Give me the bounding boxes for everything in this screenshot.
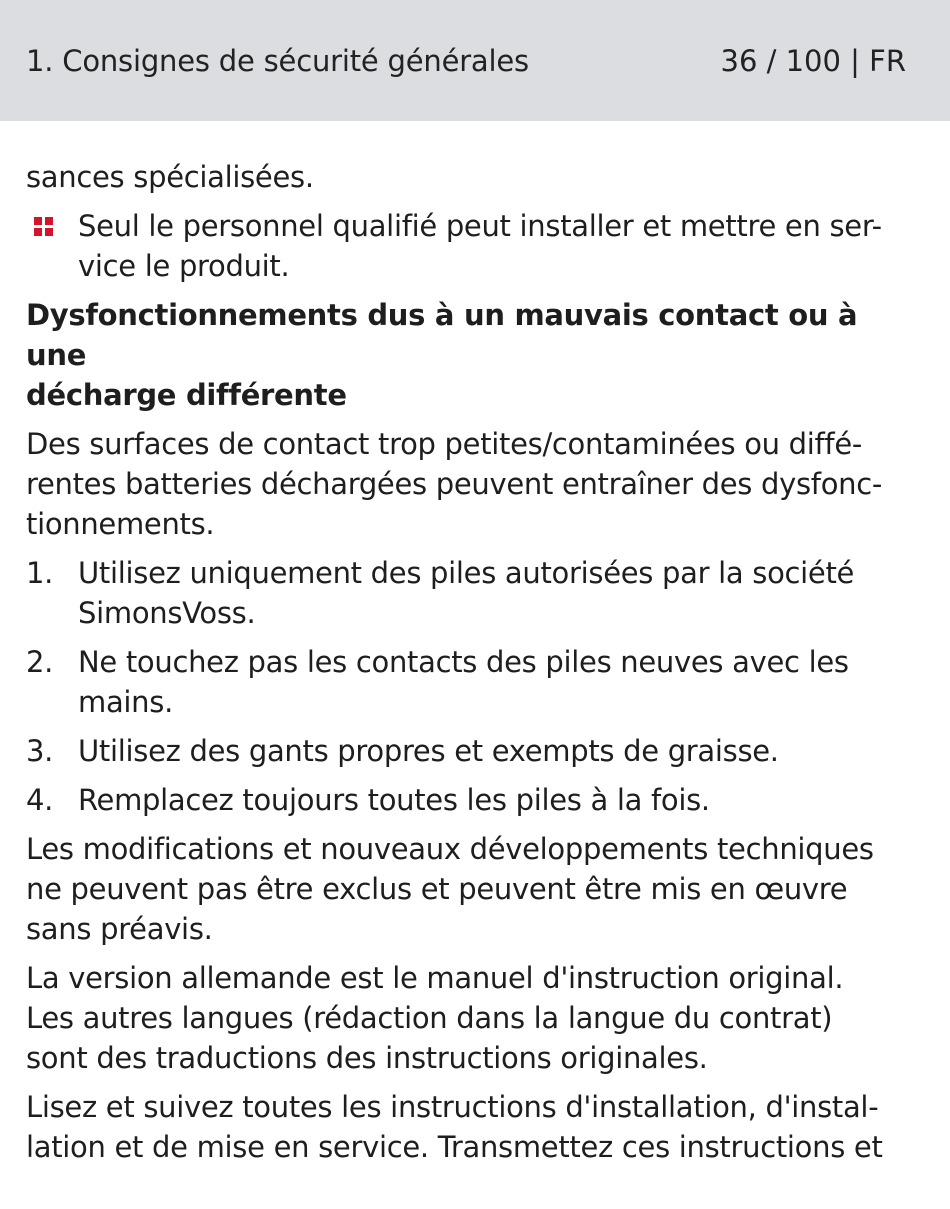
paragraph-line: lation et de mise en service. Transmettez ces instructions et [26,1130,883,1164]
section-title: 1. Consignes de sécurité générales [26,43,529,78]
document-body [0,157,950,1167]
list-text-line: Utilisez uniquement des piles autorisées par la société [78,556,855,590]
paragraph-line: tionnements. [26,507,215,541]
modifications-paragraph [26,829,924,949]
paragraph-line: sont des traductions des instructions originales. [26,1041,708,1075]
paragraph-line: rentes batteries déchargées peuvent entraîner des dysfonc- [26,467,883,501]
read-instructions-paragraph [26,1087,924,1167]
red-square-bullet-icon [26,206,78,246]
paragraph-line: ne peuvent pas être exclus et peuvent être mis en œuvre [26,872,848,906]
paragraph-line: Les autres langues (rédaction dans la langue du contrat) [26,1001,833,1035]
list-number: 2. [26,645,54,679]
heading-line: décharge différente [26,378,347,412]
list-item [26,642,924,722]
list-text-line: Ne touchez pas les contacts des piles neuves avec les [78,645,849,679]
page-number: 36 / 100 | FR [720,43,906,78]
page-header [0,0,950,121]
heading-line: Dysfonctionnements dus à un mauvais contact ou à une [26,298,858,372]
paragraph-line: La version allemande est le manuel d'instruction original. [26,961,844,995]
paragraph-line: Des surfaces de contact trop petites/contaminées ou diffé- [26,427,863,461]
list-item [26,553,924,633]
bullet-text-line: vice le produit. [78,249,290,283]
list-text-line: Remplacez toujours toutes les piles à la fois. [78,783,710,817]
list-text-line: SimonsVoss. [78,596,256,630]
list-number: 4. [26,783,54,817]
paragraph-line: Les modifications et nouveaux développements techniques [26,832,874,866]
list-item [26,780,924,820]
bullet-text-line: Seul le personnel qualifié peut installer et mettre en ser- [78,209,882,243]
paragraph-line: sans préavis. [26,912,213,946]
intro-paragraph [26,424,924,544]
continuation-text: sances spécialisées. [26,160,314,194]
paragraph-line: Lisez et suivez toutes les instructions d'installation, d'instal- [26,1090,879,1124]
bullet-item [26,206,924,286]
list-item [26,731,924,771]
list-text-line: Utilisez des gants propres et exempts de graisse. [78,734,779,768]
list-text-line: mains. [78,685,173,719]
list-number: 1. [26,556,54,590]
section-heading [26,295,924,415]
list-number: 3. [26,734,54,768]
version-paragraph [26,958,924,1078]
